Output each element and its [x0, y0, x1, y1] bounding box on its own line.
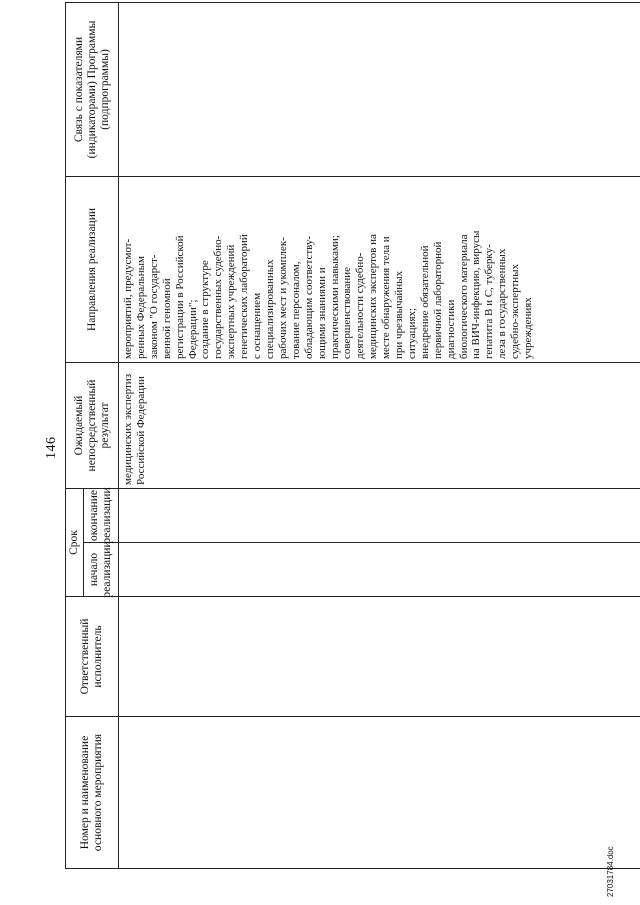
col-sep-5: [65, 362, 640, 363]
header-srok-start-label: начало реализации: [88, 541, 113, 598]
col-sep-6: [65, 176, 640, 177]
col-sep-4: [65, 488, 640, 489]
header-srok-end: [84, 489, 118, 542]
header-main-activity: [66, 717, 118, 868]
header-srok-start: [84, 543, 118, 596]
directions-cell: мероприятий, предусмот- ренных Федеральным законом "О государст- венной геномной регистрации в Российской Федерации"; создание в структуре государственных судебно- экспертных учреждений генетических лабораторий с оснащением специализированных рабочих мест и укомплек- тование персоналом, обладающим соответству- ющими знаниями и практическими навыками; совершенствование деятельности судебно- медицинских экспертов на месте обнаружения тела и при чрезвычайных ситуациях; внедрение обязательной первичной лабораторной диагностики биологического материала на ВИЧ-инфекцию, вирусы гепатита В и С, туберку- леза в государственных судебно-экспертных учреждениях: [122, 230, 535, 359]
document-code: 27031784.doc: [606, 846, 615, 897]
col-sep-2: [65, 596, 640, 597]
header-indicators-label: Связь с показателями (индикаторами) Программы (подпрограммы): [72, 20, 111, 159]
header-responsible: [66, 597, 118, 716]
header-expected-result: [66, 363, 118, 488]
header-srok-end-label: окончание реализации: [88, 487, 113, 544]
col-sep-7: [65, 2, 640, 3]
header-directions-label: Направления реализации: [85, 207, 98, 332]
header-srok-label: Срок: [68, 530, 80, 555]
header-main-activity-label: Номер и наименование основного мероприятия: [79, 733, 104, 852]
expected-result-cell: медицинских экспертиз Российской Федерации: [122, 373, 147, 485]
col-sep-0: [65, 868, 640, 869]
header-bottom-border: [118, 3, 119, 869]
header-responsible-label: Ответственный исполнитель: [79, 618, 104, 695]
header-expected-result-label: Ожидаемый непосредственный результат: [72, 379, 111, 472]
page-number: 146: [44, 436, 59, 459]
col-sep-1: [65, 716, 640, 717]
header-directions: [66, 177, 118, 362]
col-sep-3: [83, 542, 640, 543]
header-indicators: [66, 3, 118, 176]
header-srok: [66, 489, 83, 596]
